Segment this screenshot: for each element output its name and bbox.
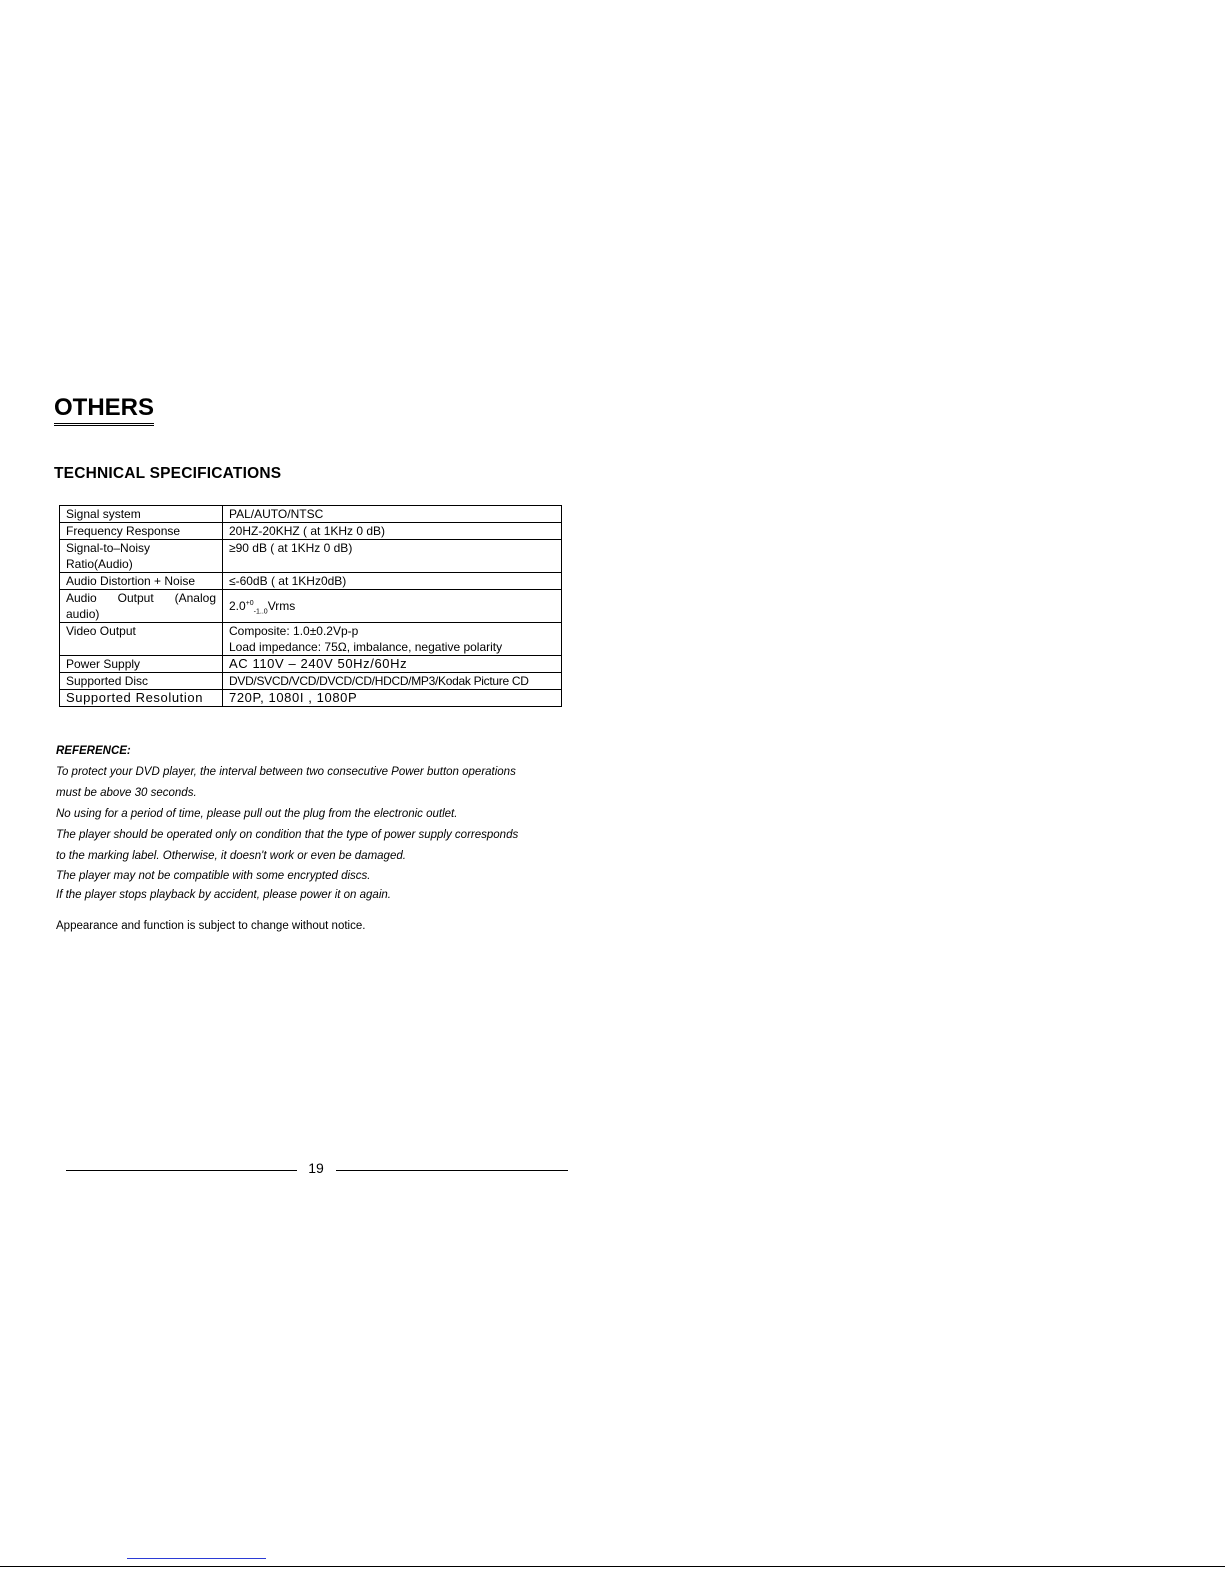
spec-value: ≤-60dB ( at 1KHz0dB) xyxy=(223,573,562,590)
spec-label: Signal-to–Noisy Ratio(Audio) xyxy=(60,540,223,573)
reference-line: To protect your DVD player, the interval between two consecutive Power button operations xyxy=(56,766,516,778)
spec-value-line: Composite: 1.0±0.2Vp-p xyxy=(229,624,359,638)
section-heading: OTHERS xyxy=(54,393,154,426)
footer-rule-left xyxy=(66,1170,297,1171)
spec-value-base: 2.0 xyxy=(229,599,246,613)
disclaimer-note: Appearance and function is subject to change without notice. xyxy=(56,920,366,932)
page-bottom-border xyxy=(0,1566,1225,1567)
reference-line: must be above 30 seconds. xyxy=(56,787,197,799)
table-row xyxy=(60,573,562,590)
spec-value-tolerance-lower: -1..0 xyxy=(253,608,268,616)
reference-notes xyxy=(56,741,576,905)
spec-value-tolerance-upper: +0 xyxy=(245,600,254,607)
spec-label: Frequency Response xyxy=(60,523,223,540)
spec-value-unit: Vrms xyxy=(267,599,296,613)
spec-label: Signal system xyxy=(60,506,223,523)
table-row xyxy=(60,623,562,656)
spec-label: Audio Distortion + Noise xyxy=(60,573,223,590)
spec-value: 20HZ-20KHZ ( at 1KHz 0 dB) xyxy=(223,523,562,540)
table-row xyxy=(60,673,562,690)
table-row xyxy=(60,656,562,673)
reference-line: No using for a period of time, please pull out the plug from the electronic outlet. xyxy=(56,808,458,820)
spec-value-line: Load impedance: 75Ω, imbalance, negative polarity xyxy=(229,640,503,654)
reference-line: The player should be operated only on condition that the type of power supply corresponds xyxy=(56,829,519,841)
table-row xyxy=(60,590,562,623)
spec-value: 720P, 1080I , 1080P xyxy=(223,690,562,707)
reference-title: REFERENCE: xyxy=(56,745,131,757)
bottom-link-underline xyxy=(127,1558,266,1559)
spec-label: Audio Output (Analog audio) xyxy=(60,590,223,623)
spec-label: Supported Resolution xyxy=(60,690,223,707)
table-row xyxy=(60,690,562,707)
reference-line: The player may not be compatible with some encrypted discs. xyxy=(56,870,371,882)
spec-value: AC 110V – 240V 50Hz/60Hz xyxy=(223,656,562,673)
spec-value: DVD/SVCD/VCD/DVCD/CD/HDCD/MP3/Kodak Picture CD xyxy=(223,673,562,690)
footer-rule-right xyxy=(336,1170,568,1171)
subsection-heading: TECHNICAL SPECIFICATIONS xyxy=(54,465,282,482)
spec-value: ≥90 dB ( at 1KHz 0 dB) xyxy=(223,540,562,573)
spec-label: Supported Disc xyxy=(60,673,223,690)
spec-value xyxy=(223,590,562,623)
spec-value xyxy=(223,623,562,656)
table-row xyxy=(60,523,562,540)
spec-table xyxy=(59,505,562,707)
table-row xyxy=(60,540,562,573)
spec-label: Video Output xyxy=(60,623,223,656)
spec-value: PAL/AUTO/NTSC xyxy=(223,506,562,523)
page-number: 19 xyxy=(308,1160,324,1176)
reference-line: If the player stops playback by accident, please power it on again. xyxy=(56,889,391,901)
reference-line: to the marking label. Otherwise, it doesn't work or even be damaged. xyxy=(56,850,406,862)
table-row xyxy=(60,506,562,523)
spec-label: Power Supply xyxy=(60,656,223,673)
